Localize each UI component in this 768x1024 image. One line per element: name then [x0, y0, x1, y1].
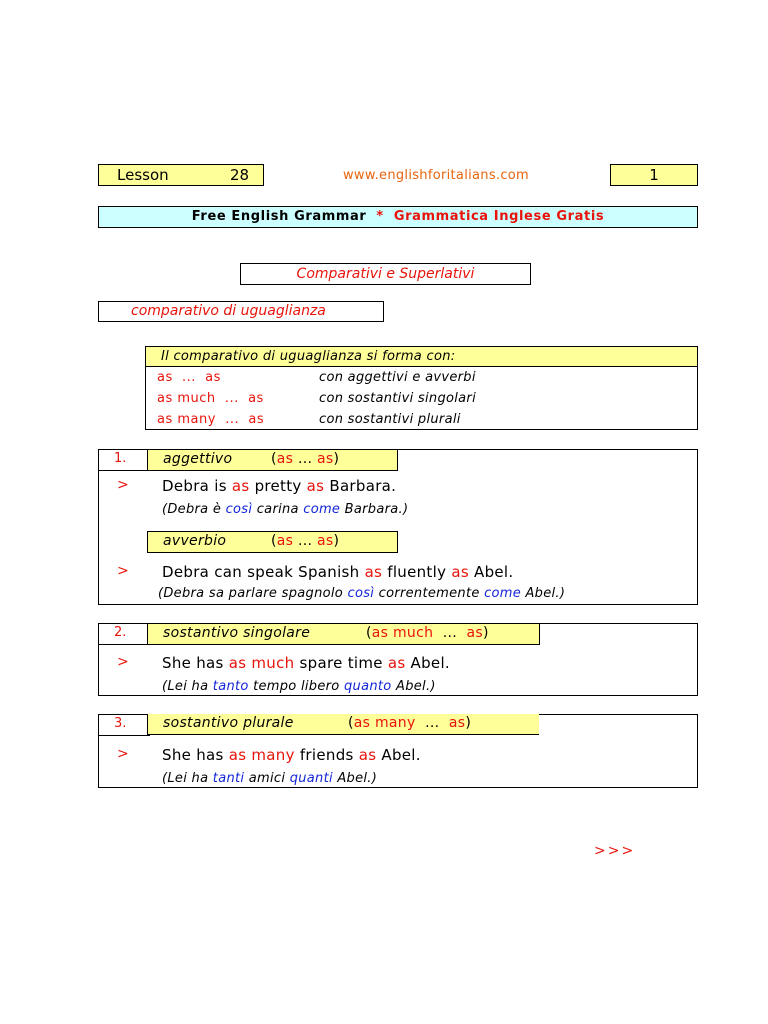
rule-use: con sostantivi singolari	[319, 391, 476, 406]
banner	[98, 206, 698, 228]
rule-pattern: as ... as	[157, 370, 221, 385]
rule-row	[146, 368, 697, 388]
pattern-label: (as ... as)	[271, 533, 340, 549]
lesson-number: 28	[230, 166, 250, 184]
banner-right: Grammatica Inglese Gratis	[393, 209, 605, 224]
example-marker: >	[117, 746, 129, 762]
italian-translation: (Debra è così carina come Barbara.)	[162, 502, 409, 517]
example-number: 3.	[98, 714, 150, 736]
category-label: avverbio	[163, 533, 227, 549]
example-marker: >	[117, 563, 129, 579]
page-title: Comparativi e Superlativi	[240, 263, 531, 285]
pattern-label: (as much ... as)	[366, 625, 489, 641]
english-sentence: Debra is as pretty as Barbara.	[162, 477, 397, 495]
rule-row	[146, 410, 697, 430]
rule-row	[146, 389, 697, 409]
example-label-bar	[147, 714, 539, 735]
site-url-link[interactable]: www.englishforitalians.com	[342, 168, 529, 183]
lesson-box	[98, 164, 264, 186]
rule-pattern: as much ... as	[157, 391, 264, 406]
section-title: comparativo di uguaglianza	[98, 301, 384, 322]
example-marker: >	[117, 477, 129, 493]
pattern-label: (as many ... as)	[348, 715, 472, 731]
rule-use: con sostantivi plurali	[319, 412, 461, 427]
page-number: 1	[610, 164, 698, 186]
example-label-bar	[147, 623, 540, 645]
example-label-bar	[147, 531, 398, 553]
example-number: 1.	[98, 449, 150, 471]
banner-left: Free English Grammar	[191, 209, 367, 224]
next-page-link[interactable]: >>>	[594, 843, 636, 859]
category-label: sostantivo singolare	[163, 625, 311, 641]
banner-star: *	[376, 209, 384, 224]
pattern-label: (as ... as)	[271, 451, 340, 467]
lesson-label: Lesson	[117, 166, 169, 184]
english-sentence: She has as much spare time as Abel.	[162, 654, 450, 672]
example-box-1	[98, 449, 698, 605]
english-sentence: Debra can speak Spanish as fluently as Abel.	[162, 563, 514, 581]
rules-box	[145, 346, 698, 430]
example-number: 2.	[98, 623, 150, 645]
category-label: aggettivo	[163, 451, 233, 467]
italian-translation: (Lei ha tanti amici quanti Abel.)	[162, 771, 378, 786]
italian-translation: (Lei ha tanto tempo libero quanto Abel.)	[162, 679, 436, 694]
italian-translation: (Debra sa parlare spagnolo così correntemente come Abel.)	[158, 586, 566, 601]
example-label-bar	[147, 449, 398, 471]
example-marker: >	[117, 654, 129, 670]
english-sentence: She has as many friends as Abel.	[162, 746, 421, 764]
category-label: sostantivo plurale	[163, 715, 294, 731]
rule-use: con aggettivi e avverbi	[319, 370, 476, 385]
rules-heading: Il comparativo di uguaglianza si forma con:	[146, 347, 697, 367]
rule-pattern: as many ... as	[157, 412, 265, 427]
